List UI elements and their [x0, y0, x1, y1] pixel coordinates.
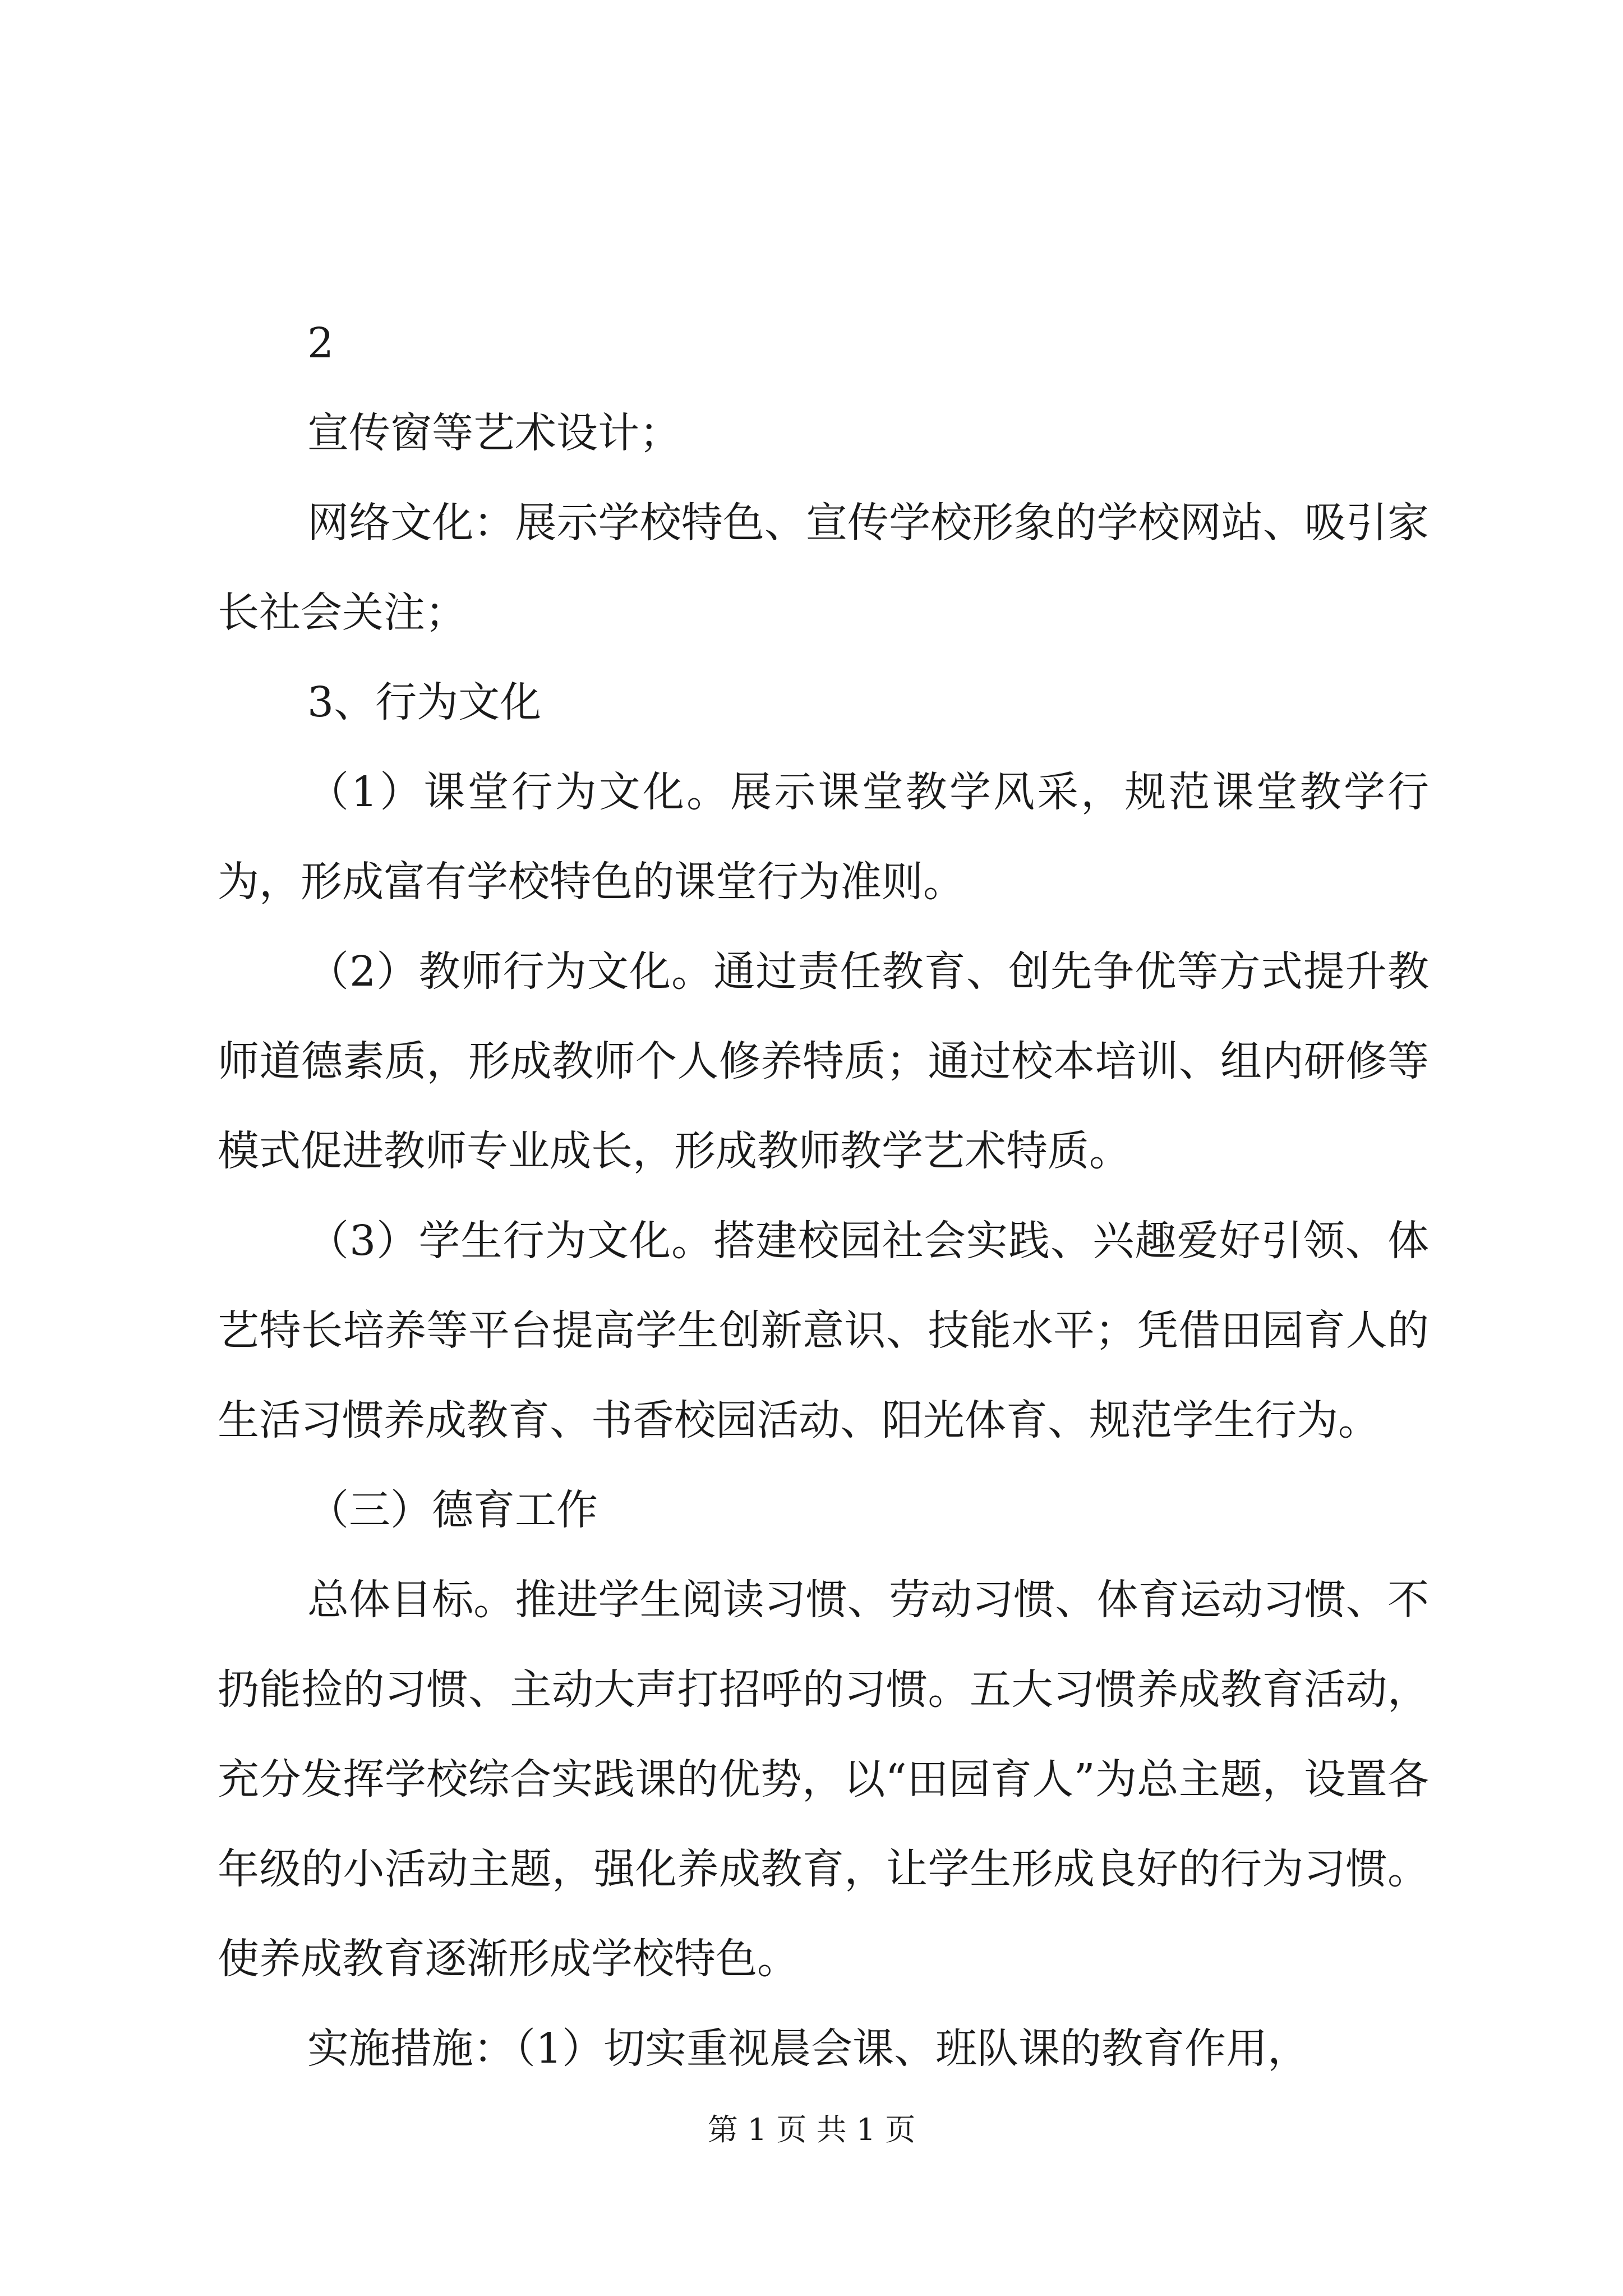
- paragraph-classroom-behavior: （1）课堂行为文化。展示课堂教学风采，规范课堂教学行为，形成富有学校特色的课堂行为准则。: [218, 768, 1429, 906]
- paragraph-network-culture: 网络文化：展示学校特色、宣传学校形象的学校网站、吸引家长社会关注；: [218, 499, 1429, 637]
- paragraph-publicity-window: 宣传窗等艺术设计；: [307, 409, 681, 457]
- paragraph-teacher-behavior: （2）教师行为文化。通过责任教育、创先争优等方式提升教师道德素质，形成教师个人修养特质；通过校本培训、组内研修等模式促进教师专业成长，形成教师教学艺术特质。: [218, 947, 1429, 1175]
- document-body: [218, 298, 1429, 2093]
- heading-behavior-culture: 3、行为文化: [307, 678, 542, 726]
- paragraph-overall-goal: 总体目标。推进学生阅读习惯、劳动习惯、体育运动习惯、不扔能捡的习惯、主动大声打招呼的习惯。五大习惯养成教育活动，充分发挥学校综合实践课的优势，以“田园育人”为总主题，设置各年级的小活动主题，强化养成教育，让学生形成良好的行为习惯。使养成教育逐渐形成学校特色。: [218, 1576, 1429, 1983]
- page-footer: 第 1 页 共 1 页: [707, 2112, 916, 2147]
- heading-moral-education: （三）德育工作: [307, 1486, 598, 1534]
- paragraph-implementation-measures: 实施措施：（1）切实重视晨会课、班队课的教育作用，: [307, 2024, 1310, 2073]
- paragraph-student-behavior: （3）学生行为文化。搭建校园社会实践、兴趣爱好引领、体艺特长培养等平台提高学生创新意识、技能水平；凭借田园育人的生活习惯养成教育、书香校园活动、阳光体育、规范学生行为。: [218, 1217, 1429, 1444]
- page-number-marker: 2: [307, 319, 334, 367]
